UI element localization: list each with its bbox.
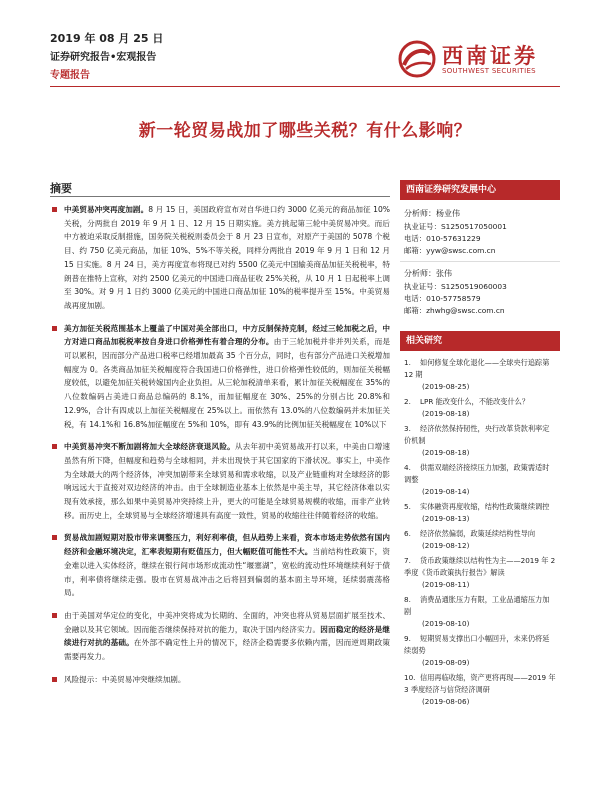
related-item-date: (2019-08-13) bbox=[422, 514, 470, 523]
analyst-cert: 执业证号：S1250517050001 bbox=[404, 222, 507, 231]
related-item-title: 短期贸易支撑出口小幅回升，未来仍将延续弱势 bbox=[404, 634, 550, 655]
related-item[interactable] bbox=[404, 594, 556, 630]
paragraph-text: 由于美国对华定位的变化，中美冲突将成为长期的、全面的，冲突也将从贸易层面扩展至技术、金融以及其它领域。因而能否继续保持对抗的能力，取决于国内经济实力。 bbox=[64, 610, 390, 634]
related-item-date: (2019-08-10) bbox=[422, 619, 470, 628]
related-item-number: 8. bbox=[404, 595, 411, 604]
bullet-icon bbox=[52, 207, 57, 212]
related-item-date: (2019-08-25) bbox=[422, 382, 470, 391]
abstract-divider bbox=[50, 196, 390, 197]
related-item-title: 消费品通胀压力有限，工业品通缩压力加剧 bbox=[404, 595, 550, 616]
paragraph-text: 8 月 15 日，美国政府宣布对自华进口约 3000 亿美元的商品加征 10%关税，分两批自 2019 年 9 月 1 日、12 月 15 日期实施。美方挑起第三轮中美贸易冲突。而后中方被迫采取反制措施，国务院关税税则委员会于 8 月 23 日宣布，对原产于美国的 5078 个税目、约 750 亿美元商品，加征 10%、5%不等关税，同样分两批自 2019 年 9 月 1 日和 12 月 15 日实施。8 月 24 日，美方再度宣布将现已对约 5500 亿美元中国输美商品加征关税税率，特朗普在推特上宣称，对约 2500 亿美元的中国进口商品征收 25%关税，从 10 月 1 日起税率上调至 30%。对 9 月 1 日约 3000 亿美元的中国进口商品加征 10%的税率提升至 15%。中美贸易战再度加剧。 bbox=[64, 205, 391, 310]
related-item[interactable] bbox=[404, 357, 556, 393]
abstract-paragraph bbox=[50, 531, 390, 600]
paragraph-text: 风险提示：中美贸易冲突继续加剧。 bbox=[64, 674, 186, 684]
paragraph-text: 从去年初中美贸易战开打以来，中美由口增速虽然有所下降，但幅度和趋势与全球相同，并未出现快于其它国家的下滑状况。事实上，中美作为全球最大的两个经济体，冲突加剧带来全球贸易和需求收缩，以及产业链重构对全球经济的影响远远大于直接对双边经济的冲击。由于全球制造业基本上依然是中美主导，其它经济体难以实现有效承接，那么如果中美贸易冲突持续上升，更大的可能是全球贸易规模的收缩，而非产业转移。而历史上，全球贸易与全球经济增速具有高度一致性，贸易的收缩往往伴随着经济的收缩。 bbox=[64, 442, 391, 520]
research-center-title: 西南证券研究发展中心 bbox=[400, 180, 560, 200]
related-item-number: 5. bbox=[404, 502, 411, 511]
paragraph-text: 由于三轮加税并非并列关系，而是可以累积，因而部分产品进口税率已经增加最高 35 个百分点，同时，也有部分产品进口关税增加幅度为 0。各类商品加征关税幅度符合我国进口价格弹性，进口价格弹性较低的，则加征关税幅度较低，以避免加征关税转嫁国内企业负担。从三轮加税清单来看，累计加征关税幅度在 35%的八位数编码占美进口商品总编码的 8.1%，而加征幅度在 30%、25%的分别占比 20.8%和 12.9%，合计有四成以上加征关税幅度在 25%以上。而依然有 13.0%的八位数编码并未加征关税，有 14.1%和 16.8%加征幅度在 5%和 10%，即有 43.9%的比例加征关税幅度在 10%以下 bbox=[64, 337, 391, 429]
related-item-title: 经济依然偏弱，政策延续结构性导向 bbox=[420, 529, 536, 538]
logo-mark-icon bbox=[398, 40, 436, 78]
analyst-card bbox=[400, 261, 560, 321]
paragraph-tail: 在外部不确定性上升的情况下，经济企稳需要多依赖内需，因而逆周期政策需要再发力。 bbox=[64, 638, 391, 662]
related-item[interactable] bbox=[404, 528, 556, 552]
related-item-title: LPR 能改变什么，不能改变什么？ bbox=[420, 397, 530, 406]
related-item[interactable] bbox=[404, 672, 556, 708]
abstract-body bbox=[50, 200, 390, 687]
related-research-list bbox=[400, 351, 560, 708]
analyst-name: 分析师：杨业伟 bbox=[404, 209, 460, 218]
abstract-paragraph bbox=[50, 440, 390, 522]
bullet-icon bbox=[52, 613, 57, 618]
related-item-title: 供需双端经济接续压力加强，政策需适时调整 bbox=[404, 463, 550, 484]
logo-english-name: SOUTHWEST SECURITIES bbox=[442, 67, 536, 75]
related-item-number: 4. bbox=[404, 463, 411, 472]
sidebar bbox=[400, 180, 560, 711]
related-item[interactable] bbox=[404, 462, 556, 498]
related-item-number: 9. bbox=[404, 634, 411, 643]
related-item-number: 6. bbox=[404, 529, 411, 538]
analyst-phone: 电话：010-57631229 bbox=[404, 234, 481, 243]
bullet-icon bbox=[52, 444, 57, 449]
related-item[interactable] bbox=[404, 501, 556, 525]
related-item-title: 货币政策继续以结构性为主——2019 年 2 季度《货币政策执行报告》解读 bbox=[404, 556, 556, 577]
related-item[interactable] bbox=[404, 396, 556, 420]
related-item-number: 10. bbox=[404, 673, 416, 682]
related-item-title: 如何修复全球化退化——全球央行追踪第 12 期 bbox=[404, 358, 550, 379]
related-research-title: 相关研究 bbox=[400, 331, 560, 351]
risk-warning bbox=[50, 673, 390, 687]
related-item-title: 经济依然保持韧性，央行改革贷款利率定价机制 bbox=[404, 424, 550, 445]
abstract-paragraph bbox=[50, 203, 390, 313]
analyst-email[interactable]: 邮箱：zhwhg@swsc.com.cn bbox=[404, 306, 505, 315]
bullet-icon bbox=[52, 677, 57, 682]
paragraph-lead: 中美贸易冲突再度加剧。 bbox=[64, 205, 149, 214]
related-item-title: 信用再临收缩，资产更将再现——2019 年 3 季度经济与信贷经济调研 bbox=[404, 673, 556, 694]
bullet-icon bbox=[52, 535, 57, 540]
paragraph-lead: 中美贸易冲突不断加剧将加大全球经济衰退风险。 bbox=[64, 442, 235, 452]
report-type: 专题报告 bbox=[50, 70, 90, 81]
logo-chinese-name: 西南证券 bbox=[442, 43, 538, 68]
report-title: 新一轮贸易战加了哪些关税？有什么影响？ bbox=[138, 121, 472, 141]
analyst-phone: 电话：010-57758579 bbox=[404, 294, 481, 303]
related-item-date: (2019-08-14) bbox=[422, 487, 470, 496]
abstract-paragraph bbox=[50, 322, 390, 432]
related-item[interactable] bbox=[404, 633, 556, 669]
related-item-date: (2019-08-06) bbox=[422, 697, 470, 706]
related-item-number: 1. bbox=[404, 358, 411, 367]
related-item-number: 2. bbox=[404, 397, 411, 406]
analyst-cert: 执业证号：S1250519060003 bbox=[404, 282, 507, 291]
paragraph-lead: 贸易战加剧短期对股市带来调整压力，利好利率债，但从趋势上来看，资本市场走势依然有国内经济和金融环境决定，汇率表短期有贬值压力，但大幅贬值可能性不大。 bbox=[64, 533, 390, 557]
paragraph-emphasis: 因而稳定的经济是继续进行对抗的基础。 bbox=[64, 624, 391, 648]
paragraph-text: 当前结构性政策下，资金难以进入实体经济，继续在银行间市场形成流动性“堰塞湖”，宽松的流动性环境继续利好于债市，利率债将继续走强。股市在贸易战冲击之后将回到偏弱的基本面主导环境，延续弱震荡格局。 bbox=[64, 547, 391, 598]
related-item-date: (2019-08-18) bbox=[422, 448, 470, 457]
bullet-icon bbox=[52, 326, 57, 331]
related-item[interactable] bbox=[404, 423, 556, 459]
related-item-date: (2019-08-12) bbox=[422, 541, 470, 550]
report-date: 2019 年 08 月 25 日 bbox=[50, 32, 164, 45]
related-item-date: (2019-08-18) bbox=[422, 409, 470, 418]
analyst-email[interactable]: 邮箱：yyw@swsc.com.cn bbox=[404, 246, 496, 255]
report-category: 证券研究报告•宏观报告 bbox=[50, 52, 157, 63]
analyst-card bbox=[400, 200, 560, 261]
paragraph-lead: 美方加征关税范围基本上覆盖了中国对美全部出口，中方反制保持克制，经过三轮加税之后，中方对进口商品加税税率按自身进口价格弹性有着合理的分布。 bbox=[64, 323, 390, 347]
company-logo bbox=[398, 36, 558, 82]
related-item-date: (2019-08-09) bbox=[422, 658, 470, 667]
related-item[interactable] bbox=[404, 555, 556, 591]
related-item-date: (2019-08-11) bbox=[422, 580, 470, 589]
header-divider bbox=[50, 86, 560, 87]
analyst-name: 分析师：张伟 bbox=[404, 269, 452, 278]
abstract-paragraph bbox=[50, 609, 390, 664]
related-item-number: 7. bbox=[404, 556, 411, 565]
abstract-heading: 摘要 bbox=[50, 182, 72, 195]
related-item-title: 实体融资再度收缩，结构性政策继续调控 bbox=[420, 502, 550, 511]
related-item-number: 3. bbox=[404, 424, 411, 433]
